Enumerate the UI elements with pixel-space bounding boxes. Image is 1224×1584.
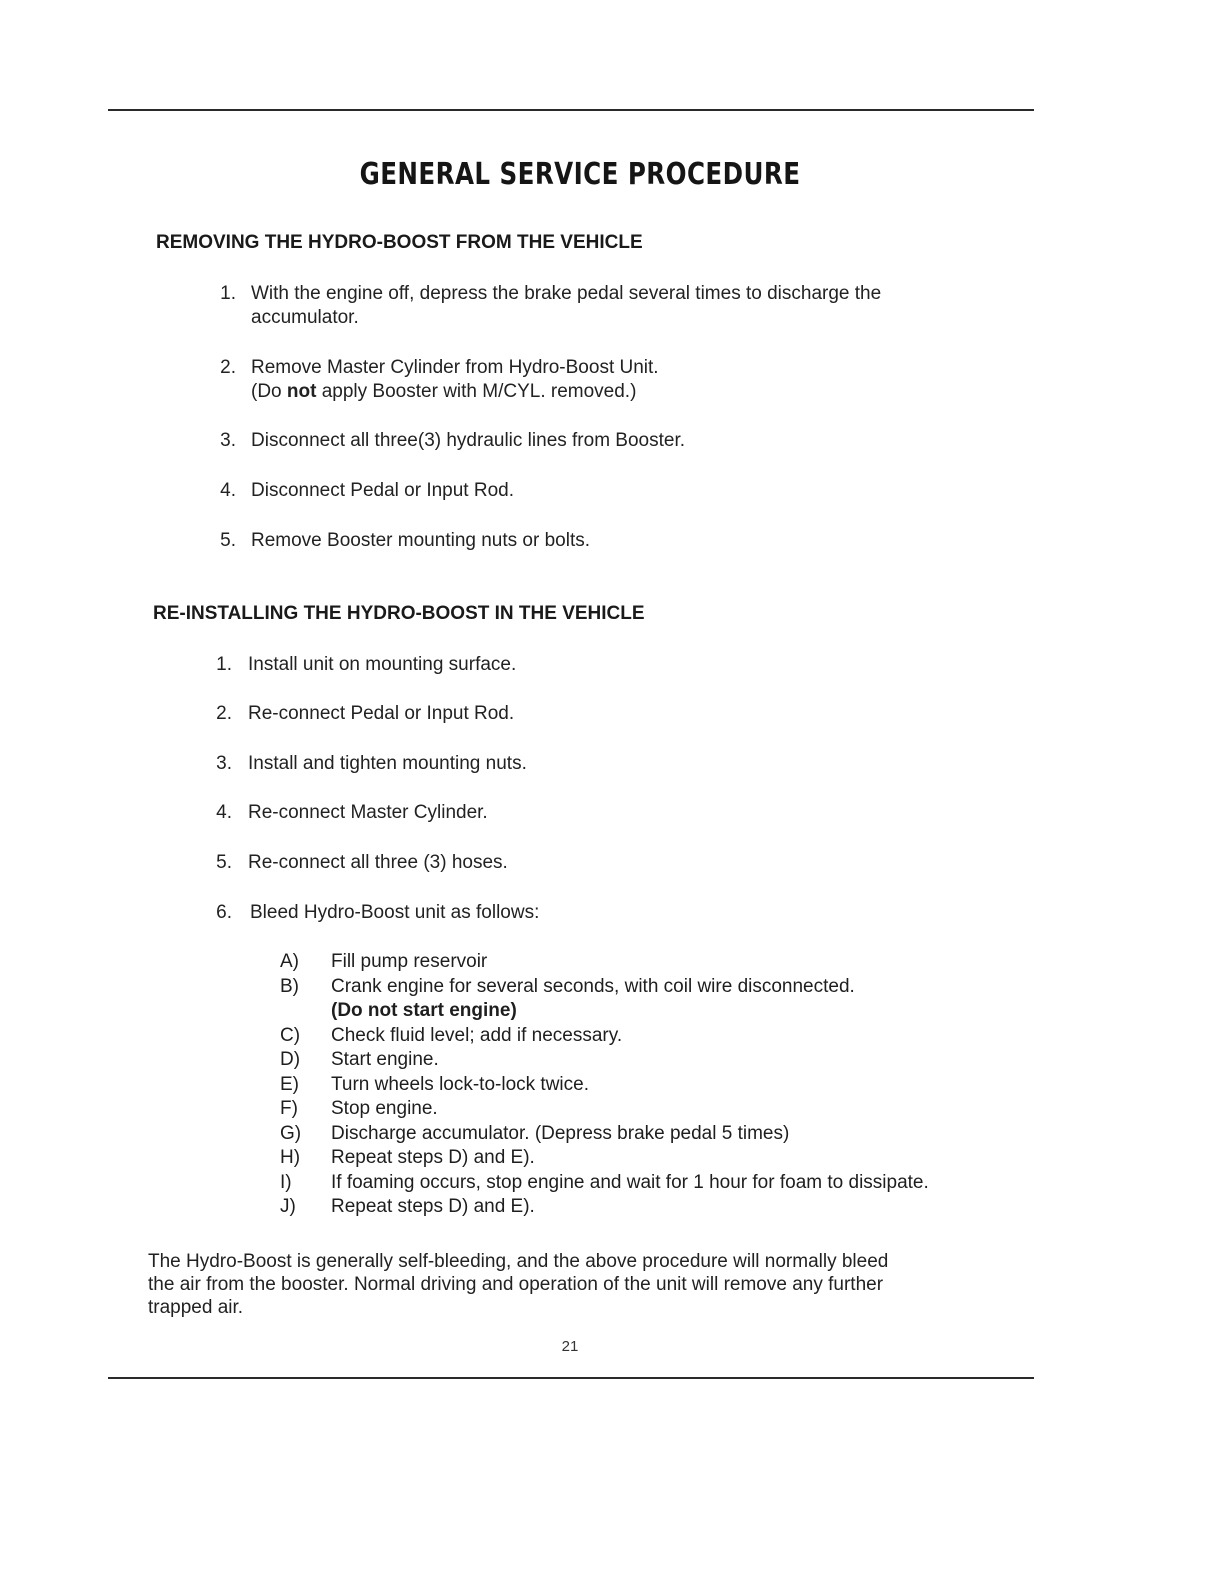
step-text: Bleed Hydro-Boost unit as follows: — [250, 902, 540, 923]
step-number: 4. — [220, 480, 236, 501]
step-text: Re-connect all three (3) hoses. — [248, 852, 508, 873]
step-number: 4. — [216, 802, 232, 823]
substep-text: Turn wheels lock-to-lock twice. — [331, 1073, 589, 1095]
step-text: With the engine off, depress the brake pedal several times to discharge the accumulator. — [251, 283, 882, 328]
list-item — [280, 1073, 589, 1098]
step-text: Disconnect all three(3) hydraulic lines from Booster. — [251, 430, 686, 451]
substep-letter: E) — [280, 1073, 299, 1095]
step-text: Disconnect Pedal or Input Rod. — [251, 480, 514, 501]
substep-text: Start engine. — [331, 1049, 439, 1070]
substep-text: Discharge accumulator. (Depress brake pedal 5 times) — [331, 1122, 790, 1144]
step-text: Install and tighten mounting nuts. — [248, 753, 527, 774]
step-number: 5. — [220, 530, 236, 551]
substep-letter: G) — [280, 1122, 302, 1144]
list-item — [280, 1122, 790, 1147]
list-item — [280, 1024, 623, 1049]
substep-letter: I) — [280, 1171, 292, 1193]
step-number: 2. — [216, 703, 232, 724]
list-item — [280, 1171, 929, 1196]
bottom-rule — [108, 1377, 1034, 1379]
substep-text: Fill pump reservoir — [331, 951, 488, 972]
top-rule — [108, 109, 1034, 111]
substep-letter: B) — [280, 975, 299, 997]
substep-letter: A) — [280, 951, 299, 972]
bleed-warning-note: (Do not start engine) — [331, 1000, 517, 1021]
substep-text: Stop engine. — [331, 1098, 438, 1119]
list-item — [280, 1195, 535, 1220]
step-text: Re-connect Master Cylinder. — [248, 802, 488, 823]
step-number: 1. — [216, 654, 232, 675]
substep-text: Repeat steps D) and E). — [331, 1147, 535, 1168]
section-heading-removing: REMOVING THE HYDRO-BOOST FROM THE VEHICLE — [156, 232, 643, 253]
list-item — [280, 1097, 517, 1122]
step-number: 3. — [220, 430, 236, 451]
list-item — [280, 950, 517, 975]
step-text: Install unit on mounting surface. — [248, 654, 517, 675]
substep-letter: F) — [280, 1098, 298, 1119]
list-item — [280, 1048, 517, 1073]
substep-letter: D) — [280, 1049, 301, 1070]
section-heading-reinstalling: RE-INSTALLING THE HYDRO-BOOST IN THE VEHICLE — [153, 603, 645, 624]
substep-text: Check fluid level; add if necessary. — [331, 1024, 623, 1046]
page-number: 21 — [561, 1338, 579, 1355]
bleed-substeps-list — [280, 950, 929, 1220]
substep-letter: H) — [280, 1147, 301, 1168]
step-text: Remove Booster mounting nuts or bolts. — [251, 530, 591, 551]
step-number: 6. — [216, 902, 232, 923]
step-number: 1. — [220, 283, 236, 304]
substep-text: If foaming occurs, stop engine and wait for 1 hour for foam to dissipate. — [331, 1171, 929, 1193]
step-number: 2. — [220, 357, 236, 378]
substep-letter: J) — [280, 1196, 296, 1217]
list-item — [280, 975, 855, 1000]
page-title: GENERAL SERVICE PROCEDURE — [359, 157, 801, 192]
list-item — [280, 1146, 535, 1171]
substep-text: Crank engine for several seconds, with coil wire disconnected. — [331, 975, 855, 997]
step-number: 5. — [216, 852, 232, 873]
step-text: Re-connect Pedal or Input Rod. — [248, 703, 515, 724]
substep-letter: C) — [280, 1024, 301, 1046]
closing-paragraph: The Hydro-Boost is generally self-bleeding, and the above procedure will normally bleed the air from the booster. Normal driving and operation of the unit will remove any further trapped air. — [148, 1251, 889, 1318]
step-text: Remove Master Cylinder from Hydro-Boost Unit. (Do not apply Booster with M/CYL. removed.) — [251, 357, 659, 402]
substep-text: Repeat steps D) and E). — [331, 1196, 535, 1217]
step-number: 3. — [216, 753, 232, 774]
